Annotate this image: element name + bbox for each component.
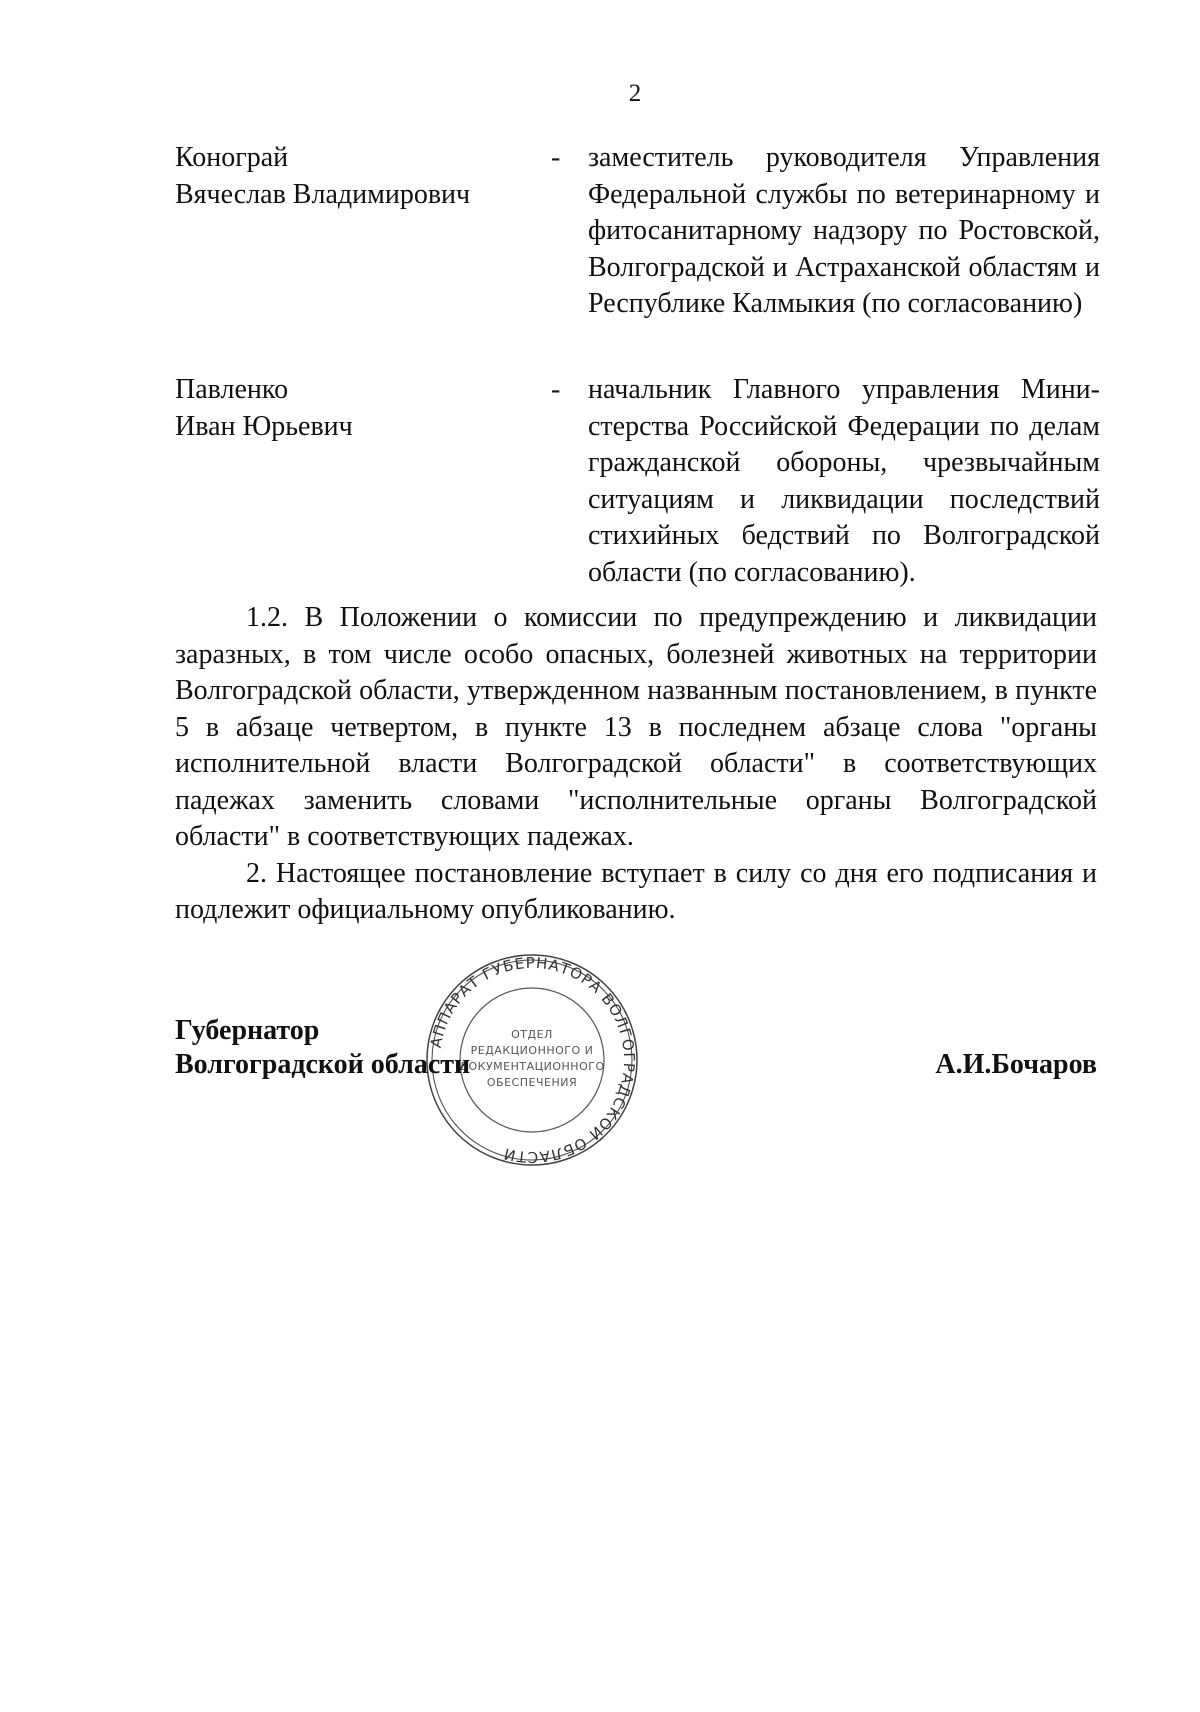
seal-ring-text-path: АППАРАТ ГУБЕРНАТОРА ВОЛГОГРАДСКОЙ ОБЛАСТИ (426, 953, 639, 1167)
member-surname: Павленко (175, 374, 289, 405)
paragraph-2: 2. Настоящее постановление вступает в силу со дня его подписания и подлежит официальному опубликованию. (175, 857, 1097, 925)
signatory-title-line: Губернатор (175, 1015, 320, 1046)
seal-center-line: ОБЕСПЕЧЕНИЯ (486, 1076, 578, 1089)
member-given-names: Вячеслав Владимирович (175, 178, 471, 210)
signatory-title-line: Волгоградской области (175, 1049, 471, 1080)
member-role: начальник Главного управления Министерства Российской Федерации по делам гражданской обороны, чрезвычайным ситуациям и ликвидации последствий стихийных бедствий по Волгоградской области (по согласованию). (588, 374, 1100, 588)
seal-center-line: ДОКУМЕНТАЦИОННОГО (459, 1060, 605, 1073)
member-name (175, 140, 545, 213)
member-role: заместитель руководителя Управления Федеральной службы по ветеринарному и фитосанитарному надзору по Ростовской, Волгоградской и Астраханской областям и Республике Калмыкия (по согласованию) (588, 142, 1100, 319)
member-dash: - (551, 142, 561, 173)
seal-center-line: РЕДАКЦИОННОГО И (470, 1044, 594, 1057)
signature-block (175, 1014, 1097, 1082)
member-surname: Конограй (175, 142, 289, 173)
member-name (175, 372, 545, 445)
member-dash: - (551, 374, 561, 405)
paragraph-1-2: 1.2. В Положении о комиссии по предупреждению и ликвидации заразных, в том числе особо опасных, болезней животных на территории Волгоградской области, утвержденном названным постановлением, в пункте 5 в абзаце четвертом, в пункте 13 в последнем абзаце слова "органы исполнительной власти Волгоградской области" в соответствующих падежах заменить словами "исполнительные органы Волгоградской области" в соответствующих падежах. (175, 602, 1097, 852)
seal-center-line: ОТДЕЛ (511, 1028, 553, 1041)
page-number: 2 (628, 80, 642, 107)
signatory-name: А.И.Бочаров (935, 1049, 1097, 1080)
document-body (175, 600, 1097, 929)
member-given-names: Иван Юрьевич (175, 410, 353, 442)
